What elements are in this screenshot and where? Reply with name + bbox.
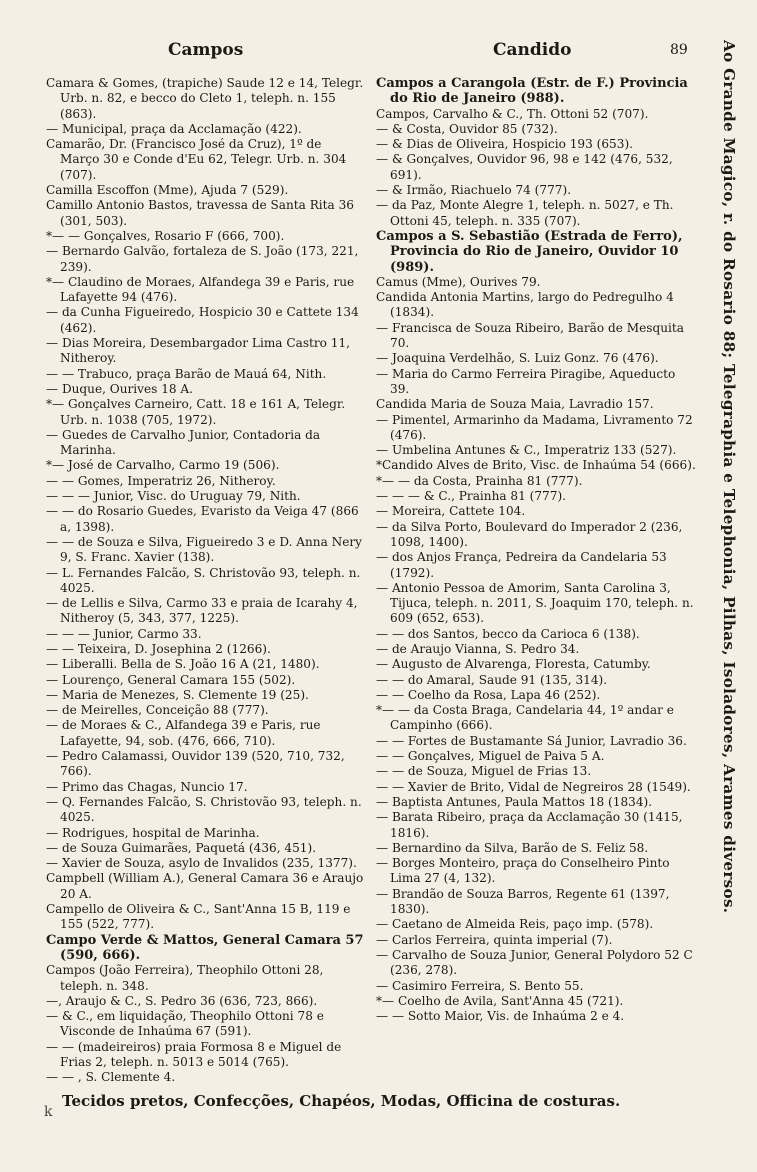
directory-entry: Campbell (William A.), General Camara 36 e Araujo 20 A. — [46, 871, 364, 901]
directory-entry: Candida Antonia Martins, largo do Pedregulho 4 (1834). — [376, 290, 674, 320]
directory-entry: Campos (João Ferreira), Theophilo Ottoni 28, teleph. n. 348. — [46, 963, 324, 993]
directory-entry: — Maria de Menezes, S. Clemente 19 (25). — [46, 687, 309, 702]
directory-entry: *Candido Alves de Brito, Visc. de Inhaúma 54 (666). — [376, 458, 696, 473]
directory-entry: — — Gomes, Imperatriz 26, Nitheroy. — [46, 473, 276, 488]
directory-entry: — — dos Santos, becco da Carioca 6 (138). — [376, 626, 640, 641]
directory-entry: — Xavier de Souza, asylo de Invalidos (235, 1377). — [46, 856, 357, 871]
directory-entry: — — — Junior, Visc. do Uruguay 79, Nith. — [46, 489, 301, 504]
directory-entry: — — Sotto Maior, Vis. de Inhaúma 2 e 4. — [376, 1009, 625, 1024]
footer-advertisement: Tecidos pretos, Confecções, Chapéos, Modas, Officina de costuras. — [62, 1092, 621, 1110]
directory-entry: — de Lellis e Silva, Carmo 33 e praia de Icarahy 4, Nitheroy (5, 343, 377, 1225). — [46, 596, 358, 626]
directory-entry: — Umbelina Antunes & C., Imperatriz 133 (527). — [376, 443, 677, 458]
running-head-center: Candido — [493, 40, 572, 60]
directory-entry: — & Costa, Ouvidor 85 (732). — [376, 121, 558, 136]
directory-entry: Campos a Carangola (Estr. de F.) Provincia do Rio de Janeiro (988). — [376, 76, 688, 107]
directory-entry: — de Meirelles, Conceição 88 (777). — [46, 703, 269, 718]
directory-entry: Campos, Carvalho & C., Th. Ottoni 52 (707). — [376, 106, 649, 121]
directory-entry: — de Souza Guimarães, Paquetá (436, 451). — [46, 840, 317, 855]
page-number: 89 — [670, 42, 688, 58]
directory-entry: — — — & C., Prainha 81 (777). — [376, 489, 567, 504]
directory-entry: — — Coelho da Rosa, Lapa 46 (252). — [376, 687, 601, 702]
directory-entry: — Bernardo Galvão, fortaleza de S. João (173, 221, 239). — [46, 244, 359, 274]
directory-entry: *— — da Costa Braga, Candelaria 44, 1º andar e Campinho (666). — [376, 703, 674, 733]
directory-entry: — & Gonçalves, Ouvidor 96, 98 e 142 (476, 532, 691). — [376, 152, 673, 182]
directory-entry: — Liberalli. Bella de S. João 16 A (21, 1480). — [46, 657, 320, 672]
directory-entry: Camilla Escoffon (Mme), Ajuda 7 (529). — [46, 183, 289, 198]
directory-entry: *— — da Costa, Prainha 81 (777). — [376, 473, 583, 488]
directory-entry: — de Araujo Vianna, S. Pedro 34. — [376, 641, 580, 656]
directory-entry: Candida Maria de Souza Maia, Lavradio 157. — [376, 397, 654, 412]
directory-entry: — — de Souza, Miguel de Frias 13. — [376, 764, 592, 779]
directory-entry: — Carvalho de Souza Junior, General Polydoro 52 C (236, 278). — [376, 947, 693, 978]
directory-entry: — — Fortes de Bustamante Sá Junior, Lavradio 36. — [376, 733, 687, 748]
directory-entry: — Brandão de Souza Barros, Regente 61 (1397, 1830). — [376, 886, 670, 917]
directory-entry: — & Irmão, Riachuelo 74 (777). — [376, 183, 572, 198]
directory-entry: — — Teixeira, D. Josephina 2 (1266). — [46, 641, 271, 656]
directory-entry: — & Dias de Oliveira, Hospicio 193 (653). — [376, 137, 634, 152]
directory-entry: — Maria do Carmo Ferreira Piragibe, Aqueducto 39. — [376, 366, 676, 396]
directory-entry: — Francisca de Souza Ribeiro, Barão de Mesquita 70. — [376, 320, 684, 351]
directory-entry: — Caetano de Almeida Reis, paço imp. (578). — [376, 917, 654, 932]
directory-entry: — Casimiro Ferreira, S. Bento 55. — [376, 978, 584, 993]
directory-entry: — Baptista Antunes, Paula Mattos 18 (1834). — [376, 794, 653, 809]
directory-entry: *— Claudino de Moraes, Alfandega 39 e Paris, rue Lafayette 94 (476). — [46, 274, 355, 305]
directory-entry: — — Xavier de Brito, Vidal de Negreiros 28 (1549). — [376, 779, 691, 794]
directory-entry: — — Gonçalves, Miguel de Paiva 5 A. — [376, 749, 605, 764]
directory-entry: Camus (Mme), Ourives 79. — [376, 274, 541, 289]
directory-entry: *— José de Carvalho, Carmo 19 (506). — [46, 458, 280, 473]
side-advertisement: Ao Grande Magico, r. do Rosario 88; Telegraphia e Telephonia, Pilhas, Isoladores, Arames diversos. — [720, 40, 738, 914]
directory-entry: *— Gonçalves Carneiro, Catt. 18 e 161 A, Telegr. Urb. n. 1038 (705, 1972). — [46, 397, 346, 427]
directory-entry: — Augusto de Alvarenga, Floresta, Catumby. — [376, 657, 651, 672]
directory-entry: — — do Amaral, Saude 91 (135, 314). — [376, 672, 608, 687]
directory-entry: — Joaquina Verdelhão, S. Luiz Gonz. 76 (476). — [376, 351, 659, 366]
directory-entry: Camarão, Dr. (Francisco José da Cruz), 1º de Março 30 e Conde d'Eu 62, Telegr. Urb. n. 304 (707). — [46, 137, 347, 182]
directory-entry: Camillo Antonio Bastos, travessa de Santa Rita 36 (301, 503). — [46, 198, 354, 228]
right-column — [376, 76, 696, 1024]
directory-entry: —, Araujo & C., S. Pedro 36 (636, 723, 866). — [46, 993, 318, 1008]
directory-entry: — — Trabuco, praça Barão de Mauá 64, Nith. — [46, 366, 327, 381]
directory-entry: — Rodrigues, hospital de Marinha. — [46, 825, 260, 840]
directory-entry: — — , S. Clemente 4. — [46, 1070, 176, 1085]
directory-entry: — & C., em liquidação, Theophilo Ottoni 78 e Visconde de Inhaúma 67 (591). — [46, 1009, 324, 1039]
directory-entry: — Carlos Ferreira, quinta imperial (7). — [376, 932, 613, 947]
directory-entry: — L. Fernandes Falcão, S. Christovão 93, teleph. n. 4025. — [46, 565, 361, 595]
directory-entry: — de Moraes & C., Alfandega 39 e Paris, rue Lafayette, 94, sob. (476, 666, 710). — [46, 718, 321, 748]
directory-entry: — Primo das Chagas, Nuncio 17. — [46, 779, 248, 794]
directory-entry: — Pimentel, Armarinho da Madama, Livramento 72 (476). — [376, 412, 693, 442]
directory-entry: Campos a S. Sebastião (Estrada de Ferro), Provincia do Rio de Janeiro, Ouvidor 10 (989). — [376, 228, 683, 275]
directory-entry: — dos Anjos França, Pedreira da Candelaria 53 (1792). — [376, 550, 667, 580]
directory-entry: — Guedes de Carvalho Junior, Contadoria da Marinha. — [46, 427, 321, 458]
directory-entry: — Antonio Pessoa de Amorim, Santa Carolina 3, Tijuca, teleph. n. 2011, S. Joaquim 170, teleph. n. 609 (652, 653). — [376, 580, 694, 626]
directory-entry: — da Cunha Figueiredo, Hospicio 30 e Cattete 134 (462). — [46, 305, 359, 335]
directory-entry: — Q. Fernandes Falcão, S. Christovão 93, teleph. n. 4025. — [46, 794, 362, 825]
directory-entry: — — (madeireiros) praia Formosa 8 e Miguel de Frias 2, teleph. n. 5013 e 5014 (765). — [46, 1039, 342, 1069]
directory-entry: — — de Souza e Silva, Figueiredo 3 e D. Anna Nery 9, S. Franc. Xavier (138). — [46, 534, 362, 565]
directory-entry: — Barata Ribeiro, praça da Acclamação 30 (1415, 1816). — [376, 810, 683, 840]
directory-entry: — Borges Monteiro, praça do Conselheiro Pinto Lima 27 (4, 132). — [376, 856, 670, 886]
directory-entry: — Moreira, Cattete 104. — [376, 504, 526, 519]
directory-entry: *— Coelho de Avila, Sant'Anna 45 (721). — [376, 993, 624, 1008]
directory-entry: — Lourenço, General Camara 155 (502). — [46, 672, 296, 687]
left-column — [46, 76, 364, 1086]
page-header — [0, 40, 757, 64]
margin-mark: k — [44, 1104, 53, 1120]
directory-entry: *— — Gonçalves, Rosario F (666, 700). — [46, 228, 285, 243]
directory-entry: Campello de Oliveira & C., Sant'Anna 15 B, 119 e 155 (522, 777). — [46, 902, 351, 932]
directory-entry: — Dias Moreira, Desembargador Lima Castro 11, Nitheroy. — [46, 336, 351, 366]
running-head-left: Campos — [168, 40, 244, 60]
directory-entry: — — do Rosario Guedes, Evaristo da Veiga 47 (866 a, 1398). — [46, 504, 359, 534]
directory-entry: Camara & Gomes, (trapiche) Saude 12 e 14, Telegr. Urb. n. 82, e becco do Cleto 1, teleph. n. 155 (863). — [46, 76, 364, 121]
directory-entry: — Bernardino da Silva, Barão de S. Feliz 58. — [376, 840, 649, 855]
directory-entry: — Pedro Calamassi, Ouvidor 139 (520, 710, 732, 766). — [46, 749, 345, 779]
directory-entry: — Municipal, praça da Acclamação (422). — [46, 121, 302, 136]
directory-entry: — Duque, Ourives 18 A. — [46, 381, 194, 396]
directory-entry: Campo Verde & Mattos, General Camara 57 (590, 666). — [46, 932, 364, 963]
directory-entry: — da Silva Porto, Boulevard do Imperador 2 (236, 1098, 1400). — [376, 519, 683, 549]
directory-entry: — — — Junior, Carmo 33. — [46, 626, 202, 641]
directory-entry: — da Paz, Monte Alegre 1, teleph. n. 5027, e Th. Ottoni 45, teleph. n. 335 (707). — [376, 198, 674, 228]
